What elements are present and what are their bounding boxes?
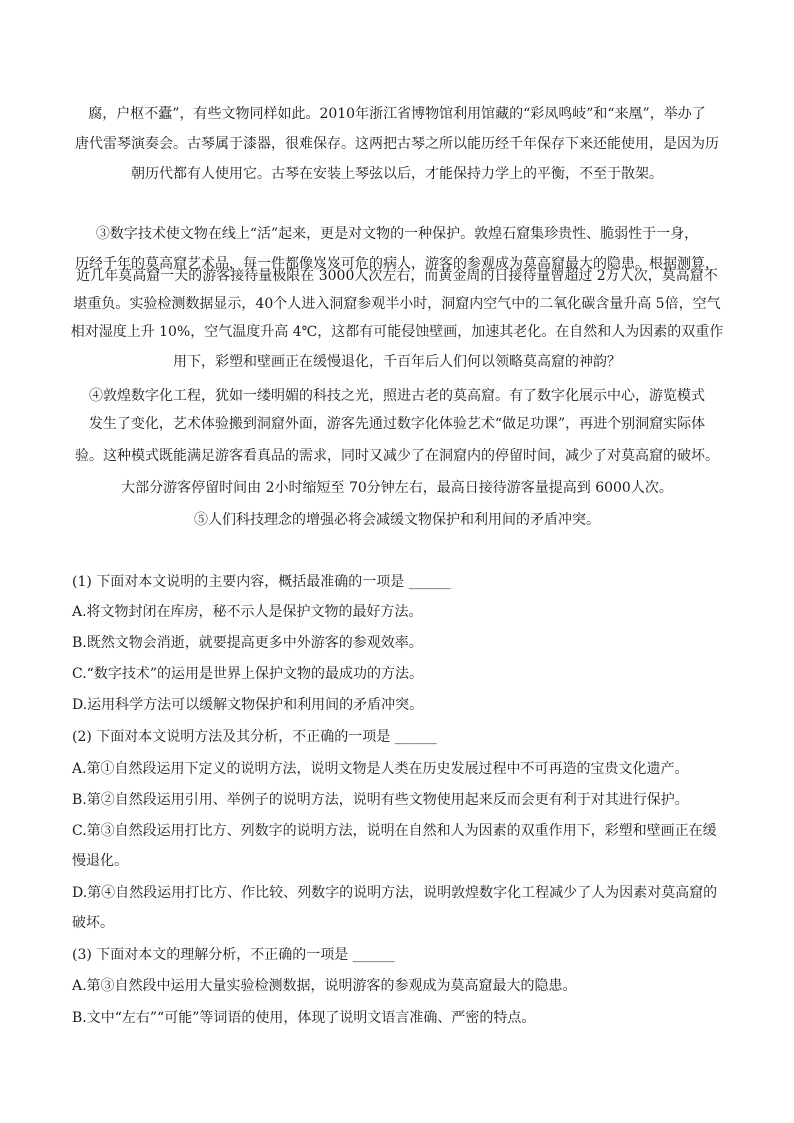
question-option: C.“数字技术”的运用是世界上保护文物的最成功的方法。: [72, 666, 423, 682]
question-option: D.第④自然段运用打比方、作比较、列数字的说明方法，说明敦煌数字化工程减少了人为因素对莫高窟的: [72, 885, 718, 901]
passage-line: 唐代雷琴演奏会。古琴属于漆器，很难保存。这两把古琴之所以能历经千年保存下来还能使用，是因为历: [75, 136, 719, 152]
passage-line: 历经千年的莫高窟艺术品，每一件都像岌岌可危的病人，游客的参观成为莫高窟最大的隐患。根据测算，: [75, 256, 719, 272]
question-option: A.将文物封闭在库房，秘不示人是保护文物的最好方法。: [72, 604, 423, 620]
question-option: B.文中“左右”“可能”等词语的使用，体现了说明文语言准确、严密的特点。: [72, 1010, 536, 1026]
passage-line: 大部分游客停留时间由 2小时缩短至 70分钟左右，最高日接待游客量提高到 6000人次。: [121, 480, 673, 496]
question-option-continued: 慢退化。: [72, 853, 128, 869]
question-stem: (3) 下面对本文的理解分析，不正确的一项是 ______: [72, 947, 395, 963]
passage-line: 发生了变化，艺术体验搬到洞窟外面，游客先通过数字化体验艺术“做足功课”，再进个别洞窟实际体: [88, 416, 706, 432]
passage-line: 堪重负。实验检测数据显示，40个人进入洞窟参观半小时，洞窟内空气中的二氧化碳含量升高 5倍，空气: [73, 296, 721, 312]
passage-line: 腐，户枢不蠹”，有些文物同样如此。2010年浙江省博物馆利用馆藏的“彩凤鸣岐”和“来凰”，举办了: [88, 106, 706, 122]
question-option: B.第②自然段运用引用、举例子的说明方法，说明有些文物使用起来反而会更有利于对其进行保护。: [72, 792, 689, 808]
question-option: D.运用科学方法可以缓解文物保护和利用间的矛盾冲突。: [72, 697, 424, 713]
passage-line: ④敦煌数字化工程，犹如一缕明媚的科技之光，照进古老的莫高窟。有了数字化展示中心，游览模式: [89, 388, 705, 404]
passage-line: 近几年莫高窟一天的游客接待量极限在 3000人次左右，而黄金周的日接待量曾超过 2万人次，莫高窟不: [76, 268, 718, 284]
question-option: A.第①自然段运用下定义的说明方法，说明文物是人类在历史发展过程中不可再造的宝贵文化遗产。: [72, 761, 689, 777]
question-stem: (1) 下面对本文说明的主要内容，概括最准确的一项是 ______: [72, 574, 451, 590]
passage-line: ③数字技术使文物在线上“活”起来，更是对文物的一种保护。敦煌石窟集珍贵性、脆弱性于一身，: [95, 226, 699, 242]
passage-line: 相对湿度上升 10%，空气温度升高 4℃，这都有可能侵蚀壁画，加速其老化。在自然和人为因素的双重作: [70, 324, 724, 340]
passage-line: 朝历代都有人使用它。古琴在安装上琴弦以后，才能保持力学上的平衡，不至于散架。: [131, 166, 663, 182]
question-option: A.第③自然段中运用大量实验检测数据，说明游客的参观成为莫高窟最大的隐患。: [72, 978, 577, 994]
question-stem: (2) 下面对本文说明方法及其分析，不正确的一项是 ______: [72, 729, 437, 745]
question-option: C.第③自然段运用打比方、列数字的说明方法，说明在自然和人为因素的双重作用下，彩塑和壁画正在缓: [72, 823, 717, 839]
question-option-continued: 破坏。: [72, 915, 114, 931]
passage-line: 验。这种模式既能满足游客看真品的需求，同时又减少了在洞窟内的停留时间，减少了对莫高窟的破坏。: [75, 448, 719, 464]
passage-line: ⑤人们科技理念的增强必将会减缓文物保护和利用间的矛盾冲突。: [194, 512, 600, 528]
question-option: B.既然文物会消逝，就要提高更多中外游客的参观效率。: [72, 635, 423, 651]
passage-line: 用下，彩塑和壁画正在缓慢退化，千百年后人们何以领略莫高窟的神韵？: [173, 354, 621, 370]
